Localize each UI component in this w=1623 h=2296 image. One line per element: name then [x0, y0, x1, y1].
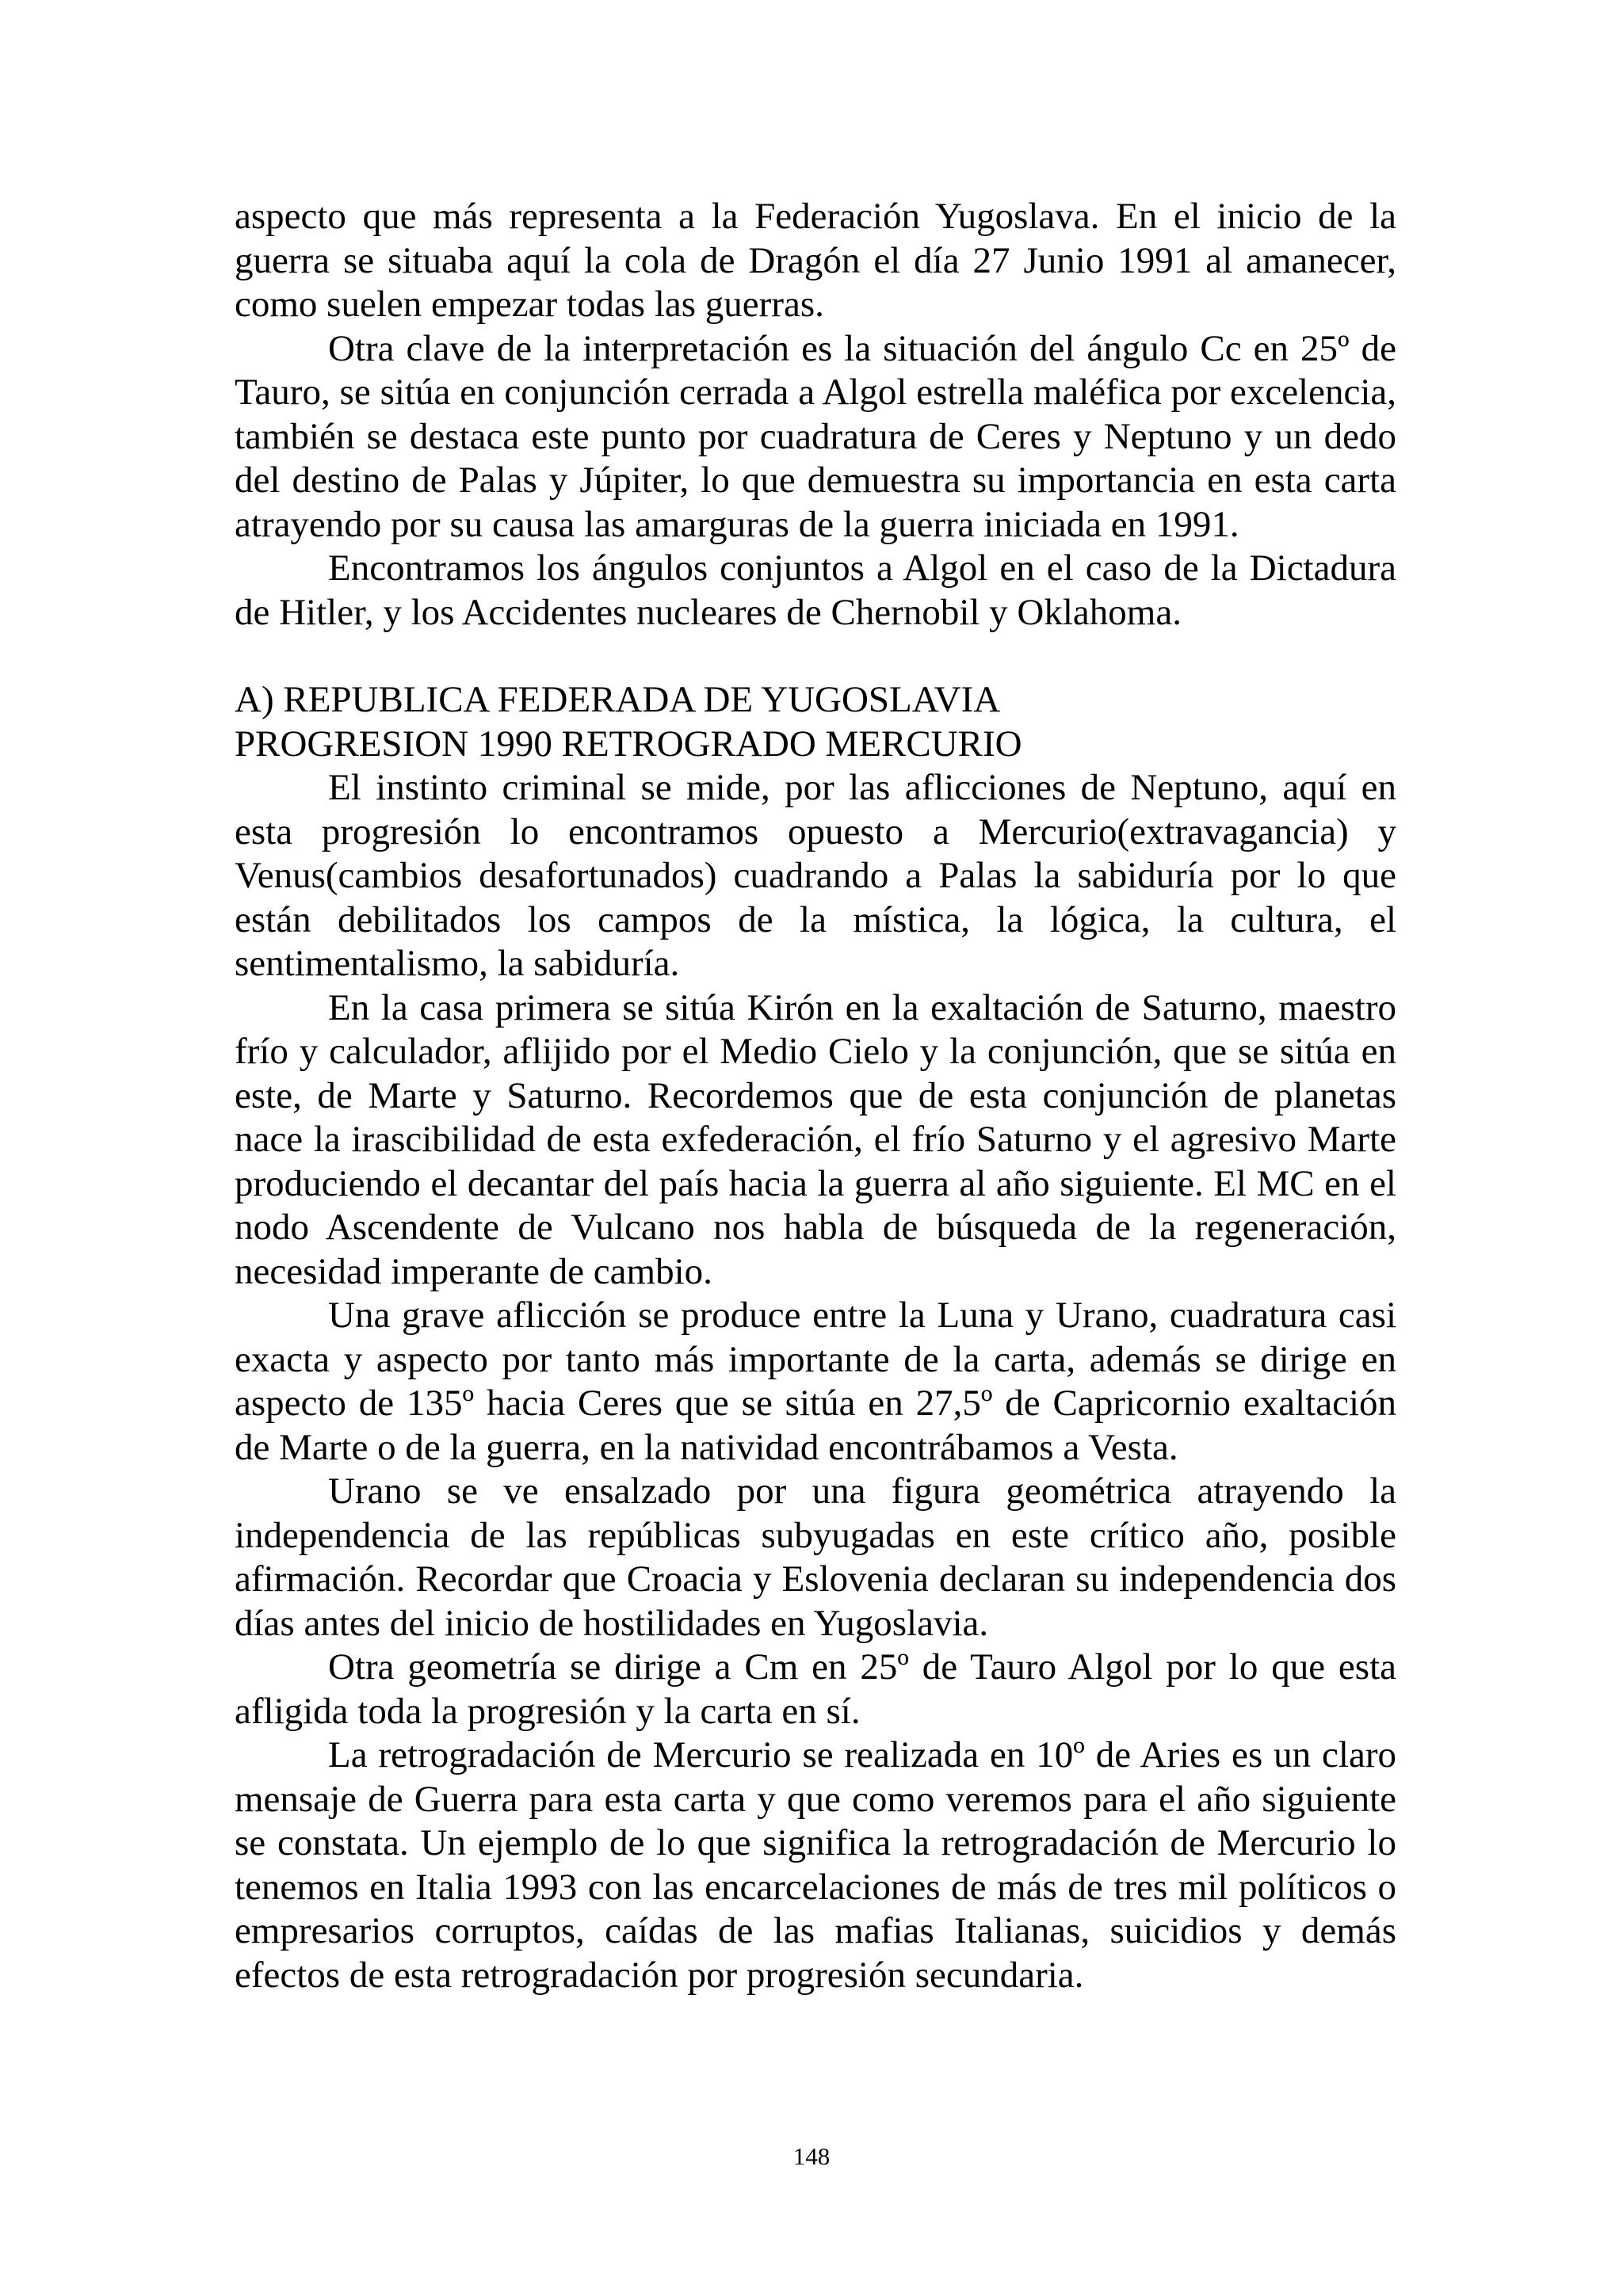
body-text	[235, 195, 1396, 1997]
paragraph-mercury-retrograde: La retrogradación de Mercurio se realizada en 10º de Aries es un claro mensaje de Guerra para esta carta y que como veremos para el año siguiente se constata. Un ejemplo de lo que significa la retrogradación de Mercurio lo tenemos en Italia 1993 con las encarcelaciones de más de tres mil políticos o empresarios corruptos, caídas de las mafias Italianas, suicidios y demás efectos de esta retrogradación por progresión secundaria.	[235, 1734, 1396, 1996]
paragraph-uranus-geometry: Urano se ve ensalzado por una figura geométrica atrayendo la independencia de las repúblicas subyugadas en este crítico año, posible afirmación. Recordar que Croacia y Eslovenia declaran su independencia dos días antes del inicio de hostilidades en Yugoslavia.	[235, 1470, 1396, 1644]
paragraph-neptune: El instinto criminal se mide, por las aflicciones de Neptuno, aquí en esta progresión lo encontramos opuesto a Mercurio(extravagancia) y Venus(cambios desafortunados) cuadrando a Palas la sabiduría por lo que están debilitados los campos de la mística, la lógica, la cultura, el sentimentalismo, la sabiduría.	[235, 767, 1396, 984]
paragraph-cm-geometry: Otra geometría se dirige a Cm en 25º de Tauro Algol por lo que esta afligida toda la progresión y la carta en sí.	[235, 1646, 1396, 1732]
section-heading-title: A) REPUBLICA FEDERADA DE YUGOSLAVIA	[235, 679, 1001, 720]
section-heading-subtitle: PROGRESION 1990 RETROGRADO MERCURIO	[235, 723, 1022, 765]
page-number: 148	[792, 2142, 831, 2170]
section-gap	[235, 635, 1396, 678]
paragraph-algol-angle: Otra clave de la interpretación es la situación del ángulo Cc en 25º de Tauro, se sitúa en conjunción cerrada a Algol estrella maléfica por excelencia, también se destaca este punto por cuadratura de Ceres y Neptuno y un dedo del destino de Palas y Júpiter, lo que demuestra su importancia en esta carta atrayendo por su causa las amarguras de la guerra iniciada en 1991.	[235, 327, 1396, 545]
paragraph-algol-cases: Encontramos los ángulos conjuntos a Algol en el caso de la Dictadura de Hitler, y los Accidentes nucleares de Chernobil y Oklahoma.	[235, 547, 1396, 633]
paragraph-moon-uranus: Una grave aflicción se produce entre la Luna y Urano, cuadratura casi exacta y aspecto por tanto más importante de la carta, además se dirige en aspecto de 135º hacia Ceres que se sitúa en 27,5º de Capricornio exaltación de Marte o de la guerra, en la natividad encontrábamos a Vesta.	[235, 1295, 1396, 1468]
paragraph-continuation: aspecto que más representa a la Federación Yugoslava. En el inicio de la guerra se situaba aquí la cola de Dragón el día 27 Junio 1991 al amanecer, como suelen empezar todas las guerras.	[235, 196, 1396, 325]
paragraph-kiron: En la casa primera se sitúa Kirón en la exaltación de Saturno, maestro frío y calculador, aflijido por el Medio Cielo y la conjunción, que se sitúa en este, de Marte y Saturno. Recordemos que de esta conjunción de planetas nace la irascibilidad de esta exfederación, el frío Saturno y el agresivo Marte produciendo el decantar del país hacia la guerra al año siguiente. El MC en el nodo Ascendente de Vulcano nos habla de búsqueda de la regeneración, necesidad imperante de cambio.	[235, 986, 1396, 1292]
